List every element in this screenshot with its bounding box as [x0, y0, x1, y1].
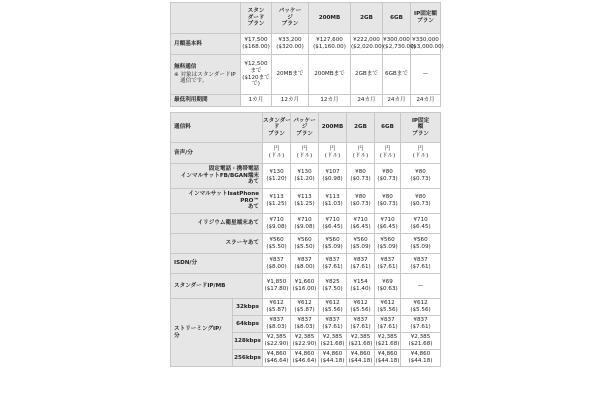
rate-cell: ¥837 ($7.61) [319, 254, 347, 274]
voice-rate-row [171, 164, 441, 189]
plan-header-row [171, 3, 441, 34]
rate-cell: ¥837 ($8.03) [263, 316, 291, 333]
speed-label: 128kbps [233, 333, 263, 350]
rate-cell: ¥837 ($7.61) [375, 254, 401, 274]
rate-cell: ¥4,860 ($44.18) [319, 350, 347, 367]
free-cell: 200MBまで [309, 55, 351, 95]
period-cell: 1カ月 [241, 95, 272, 107]
rate-cell: ¥837 ($8.00) [291, 254, 319, 274]
rate-cell: ¥560 ($5.09) [401, 234, 441, 254]
plan-header-ip-fixed: IP固定額 プラン [411, 3, 441, 34]
plan-header-200mb: 200MB [309, 3, 351, 34]
rate-cell: ¥710 ($6.45) [401, 214, 441, 234]
row-label: 音声/分 [171, 143, 263, 164]
voice-unit-row [171, 143, 441, 164]
rate-cell: ¥560 ($5.09) [347, 234, 375, 254]
row-label: スタンダードIP/MB [171, 274, 263, 299]
row-label: 月額基本料 [171, 34, 241, 55]
rate-header-200mb: 200MB [319, 113, 347, 143]
rate-cell: ¥113 ($1.25) [291, 189, 319, 214]
rate-header-2gb: 2GB [347, 113, 375, 143]
plan-header-6gb: 6GB [383, 3, 411, 34]
rate-cell: ¥837 ($8.03) [291, 316, 319, 333]
row-label: 固定電話・携帯電話 インマルサットFB/BGAN端末 あて [171, 164, 263, 189]
fee-cell: ¥33,200 ($320.00) [272, 34, 309, 55]
free-cell: 20MBまで [272, 55, 309, 95]
period-cell: 24カ月 [411, 95, 441, 107]
rate-cell: ¥837 ($7.61) [347, 316, 375, 333]
call-rate-table [170, 112, 441, 367]
rate-cell: ¥612 ($5.87) [291, 299, 319, 316]
unit-cell: 円 (ドル) [347, 143, 375, 164]
corner-cell [171, 3, 241, 34]
period-cell: 12カ月 [272, 95, 309, 107]
unit-cell: 円 (ドル) [319, 143, 347, 164]
rate-cell: ¥4,860 ($46.64) [263, 350, 291, 367]
fee-cell: ¥127,600 ($1,160.00) [309, 34, 351, 55]
fee-cell: ¥17,500 ($168.00) [241, 34, 272, 55]
plan-header-standard: スタン ダード プラン [241, 3, 272, 34]
speed-label: 256kbps [233, 350, 263, 367]
row-label: イリジウム衛星端末あて [171, 214, 263, 234]
rate-cell: ¥2,385 ($21.68) [375, 333, 401, 350]
rate-cell: ¥560 ($5.09) [375, 234, 401, 254]
row-label: 最低利用期間 [171, 95, 241, 107]
rate-cell: ¥825 ($7.50) [319, 274, 347, 299]
rate-cell: ¥710 ($9.08) [291, 214, 319, 234]
unit-cell: 円 (ドル) [375, 143, 401, 164]
streaming-row [171, 299, 441, 316]
rate-cell: ¥69 ($0.63) [375, 274, 401, 299]
rate-cell: ¥560 ($5.50) [291, 234, 319, 254]
unit-cell: 円 (ドル) [401, 143, 441, 164]
rate-cell: ¥2,385 ($21.68) [319, 333, 347, 350]
rate-cell: ¥107 ($0.98) [319, 164, 347, 189]
unit-cell: 円 (ドル) [263, 143, 291, 164]
rate-cell: ¥612 ($5.87) [263, 299, 291, 316]
row-label: ISDN/分 [171, 254, 263, 274]
rate-cell: ¥80 ($0.73) [347, 164, 375, 189]
rate-cell: ¥710 ($6.45) [375, 214, 401, 234]
rate-cell: ¥837 ($7.61) [401, 254, 441, 274]
voice-rate-row [171, 189, 441, 214]
rate-cell: ¥710 ($9.08) [263, 214, 291, 234]
rate-cell: ¥837 ($7.61) [347, 254, 375, 274]
free-cell: 6GBまで [383, 55, 411, 95]
row-label: インマルサットIsatPhone PRO™ あて [171, 189, 263, 214]
rate-header-ip-fixed: IP固定 額 プラン [401, 113, 441, 143]
rate-cell: ¥154 ($1.40) [347, 274, 375, 299]
voice-rate-row [171, 214, 441, 234]
rate-cell: ¥2,385 ($22.90) [291, 333, 319, 350]
rate-cell: ¥2,385 ($21.68) [347, 333, 375, 350]
rate-cell: ¥1,660 ($16.00) [291, 274, 319, 299]
rate-cell: — [401, 274, 441, 299]
rate-cell: ¥4,860 ($44.18) [347, 350, 375, 367]
rate-cell: ¥113 ($1.03) [319, 189, 347, 214]
rate-corner-label: 通信料 [171, 113, 263, 143]
rate-cell: ¥837 ($7.61) [319, 316, 347, 333]
rate-cell: ¥612 ($5.56) [347, 299, 375, 316]
rate-cell: ¥80 ($0.73) [401, 164, 441, 189]
plan-fee-table [170, 2, 444, 107]
row-label: 無料通信 ※ 対象はスタンダードIP 通信です。 [171, 55, 241, 95]
free-usage-row [171, 55, 441, 95]
rate-cell: ¥837 ($7.61) [401, 316, 441, 333]
rate-cell: ¥612 ($5.56) [319, 299, 347, 316]
rate-cell: ¥612 ($5.56) [375, 299, 401, 316]
rate-header-row [171, 113, 441, 143]
rate-cell: ¥2,385 ($22.90) [263, 333, 291, 350]
rate-cell: ¥2,385 ($21.68) [401, 333, 441, 350]
rate-cell: ¥710 ($6.45) [347, 214, 375, 234]
rate-header-standard: スタンダー ド プラン [263, 113, 291, 143]
free-cell: ¥12,500 まで ($120まで で) [241, 55, 272, 95]
standard-ip-row [171, 274, 441, 299]
rate-cell: ¥130 ($1.20) [263, 164, 291, 189]
rate-cell: ¥4,860 ($44.18) [401, 350, 441, 367]
rate-cell: ¥560 ($5.09) [319, 234, 347, 254]
unit-cell: 円 (ドル) [291, 143, 319, 164]
period-cell: 24カ月 [383, 95, 411, 107]
rate-cell: ¥837 ($7.61) [375, 316, 401, 333]
monthly-fee-row [171, 34, 441, 55]
min-period-row [171, 95, 441, 107]
rate-cell: ¥80 ($0.73) [375, 189, 401, 214]
rate-cell: ¥710 ($6.45) [319, 214, 347, 234]
rate-cell: ¥4,860 ($46.64) [291, 350, 319, 367]
fee-cell: ¥300,000 ($2,730.00) [383, 34, 411, 55]
plan-header-package: パッケー ジ プラン [272, 3, 309, 34]
rate-cell: ¥837 ($8.00) [263, 254, 291, 274]
rate-cell: ¥113 ($1.25) [263, 189, 291, 214]
streaming-label: ストリーミングIP/ 分 [171, 299, 233, 367]
rate-cell: ¥80 ($0.73) [401, 189, 441, 214]
rate-cell: ¥1,850 ($17.80) [263, 274, 291, 299]
fee-cell: ¥330,000 ($3,000.00) [411, 34, 441, 55]
row-label: スラーヤあて [171, 234, 263, 254]
free-cell: 2GBまで [351, 55, 383, 95]
rate-cell: ¥80 ($0.73) [375, 164, 401, 189]
rate-cell: ¥612 ($5.56) [401, 299, 441, 316]
isdn-row [171, 254, 441, 274]
free-cell: — [411, 55, 441, 95]
period-cell: 12カ月 [309, 95, 351, 107]
period-cell: 24カ月 [351, 95, 383, 107]
speed-label: 64kbps [233, 316, 263, 333]
plan-header-2gb: 2GB [351, 3, 383, 34]
rate-cell: ¥130 ($1.20) [291, 164, 319, 189]
voice-rate-row [171, 234, 441, 254]
rate-header-6gb: 6GB [375, 113, 401, 143]
fee-cell: ¥222,000 ($2,020.00) [351, 34, 383, 55]
rate-header-package: パッケー ジ プラン [291, 113, 319, 143]
rate-cell: ¥80 ($0.73) [347, 189, 375, 214]
rate-cell: ¥4,860 ($44.18) [375, 350, 401, 367]
rate-cell: ¥560 ($5.50) [263, 234, 291, 254]
speed-label: 32kbps [233, 299, 263, 316]
